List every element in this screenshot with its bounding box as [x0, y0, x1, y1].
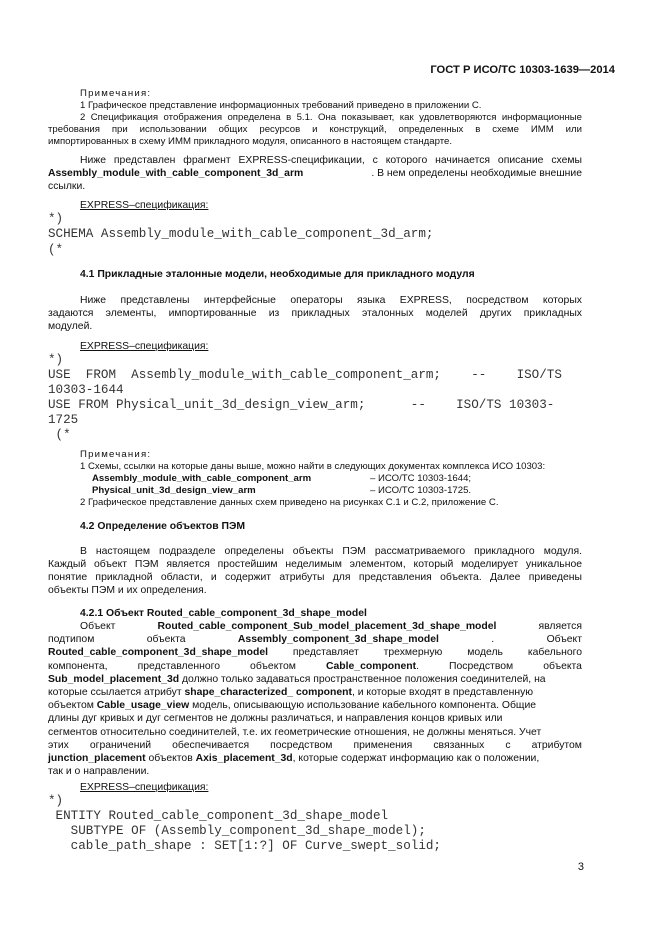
code-line: SCHEMA Assembly_module_with_cable_component_3d_arm;: [48, 227, 434, 241]
note-1: 1 Графическое представление информационных требований приведено в приложении С.: [80, 100, 482, 111]
section-4-1-line-1: Ниже представлены интерфейсные операторы языка EXPRESS, посредством которых: [80, 295, 582, 306]
code-line: USE FROM Assembly_module_with_cable_component_arm; -- ISO/TS: [48, 368, 562, 382]
code-line: 1725: [48, 413, 79, 427]
code-line: ENTITY Routed_cable_component_3d_shape_model: [48, 809, 389, 823]
section-4-2-1-title: 4.2.1 Объект Routed_cable_component_3d_shape_model: [80, 608, 367, 619]
code-line: (*: [48, 243, 64, 257]
code-line: (*: [48, 428, 71, 442]
note-2-line-1: 2 Спецификация отображения определена в 5.1. Она показывает, как удовлетворяются информационные: [80, 112, 582, 123]
section-4-1-line-3: модулей.: [48, 321, 93, 332]
page-number: 3: [577, 861, 584, 873]
ref-2-name: Physical_unit_3d_design_view_arm: [92, 485, 256, 496]
note-2-line-2: требования при использовании общих ресурсов и конструкций, определенных в схеме ИММ или: [48, 124, 582, 135]
code-line: *): [48, 353, 64, 367]
section-4-2-line-1: В настоящем подразделе определены объекты ПЭМ рассматриваемого прикладного модуля.: [80, 546, 582, 557]
document-header: ГОСТ Р ИСО/ТС 10303-1639—2014: [430, 64, 615, 76]
ref-1-name: Assembly_module_with_cable_component_arm: [92, 473, 312, 484]
notes-title: Примечания:: [80, 88, 152, 99]
intro-line-1: Ниже представлен фрагмент EXPRESS-спецификации, с которого начинается описание схемы: [80, 155, 582, 166]
section-4-1-line-2: задаются элементы, импортированные из прикладных эталонных моделей других прикладных: [48, 308, 582, 319]
notes-title: Примечания:: [80, 449, 152, 460]
code-line: SUBTYPE OF (Assembly_component_3d_shape_model);: [48, 824, 426, 838]
note-2-line-3: импортированных в схему ИММ прикладного модуля, описанного в настоящем стандарте.: [48, 136, 452, 147]
intro-line-2: [48, 167, 582, 180]
express-spec-label: EXPRESS–спецификация:: [80, 782, 209, 793]
section-4-1-title: 4.1 Прикладные эталонные модели, необходимые для прикладного модуля: [80, 269, 475, 280]
ref-1-doc: – ИСО/ТС 10303-1644;: [370, 473, 472, 484]
code-line: 10303-1644: [48, 383, 124, 397]
section-4-2-1-paragraph: Объект Routed_cable_component_Sub_model_placement_3d_shape_model является подтипом объекта Assembly_component_3d_shape_model . Объект Routed_cable_component_3d_shape_model представляет трехмерную модель кабельного компонента, представленного объектом Cable_component. Посредством объекта Sub_model_placement_3d должно только задаваться пространственное положения соединителей, на которые ссылается атрибут shape_characterized_ component, и которые входят в представленную объектом Cable_usage_view модель, описывающую использование кабельного компонента. Общие длины дуг кривых и дуг сегментов не должны различаться, и направления концов кривых или сегментов относительно соединителей, т.е. их геометрические отношения, не должны меняться. Учет этих ограничений обеспечивается посредством применения связанных с атрибутом junction_placement объектов Axis_placement_3d, которые содержат информацию как о положении, так и о направлении.: [48, 621, 582, 778]
section-4-2-title: 4.2 Определение объектов ПЭМ: [80, 521, 246, 532]
note-2: 2 Графическое представление данных схем приведено на рисунках С.1 и С.2, приложение С.: [80, 497, 499, 508]
code-line: *): [48, 794, 64, 808]
ref-2-doc: – ИСО/ТС 10303-1725.: [370, 485, 472, 496]
schema-name: Assembly_module_with_cable_component_3d_arm: [48, 168, 304, 179]
express-spec-label: EXPRESS–спецификация:: [80, 200, 209, 211]
section-4-2-line-4: объекты ПЭМ и их определения.: [48, 585, 207, 596]
intro-line-3: ссылки.: [48, 181, 86, 192]
section-4-2-line-3: понятие прикладной области, и содержит атрибуты для представления объекта. Далее приведены: [48, 572, 582, 583]
code-line: USE FROM Physical_unit_3d_design_view_arm; -- ISO/TS 10303-: [48, 398, 555, 412]
intro-line-2-rest: . В нем определены необходимые внешние: [371, 168, 582, 179]
code-line: *): [48, 212, 64, 226]
express-spec-label: EXPRESS–спецификация:: [80, 341, 209, 352]
note-1: 1 Схемы, ссылки на которые даны выше, можно найти в следующих документах комплекса ИСО 10303:: [80, 461, 546, 472]
code-line: cable_path_shape : SET[1:?] OF Curve_swept_solid;: [48, 839, 441, 853]
section-4-2-line-2: Каждый объект ПЭМ является простейшим неделимым элементом, который моделирует уникальное: [48, 559, 582, 570]
